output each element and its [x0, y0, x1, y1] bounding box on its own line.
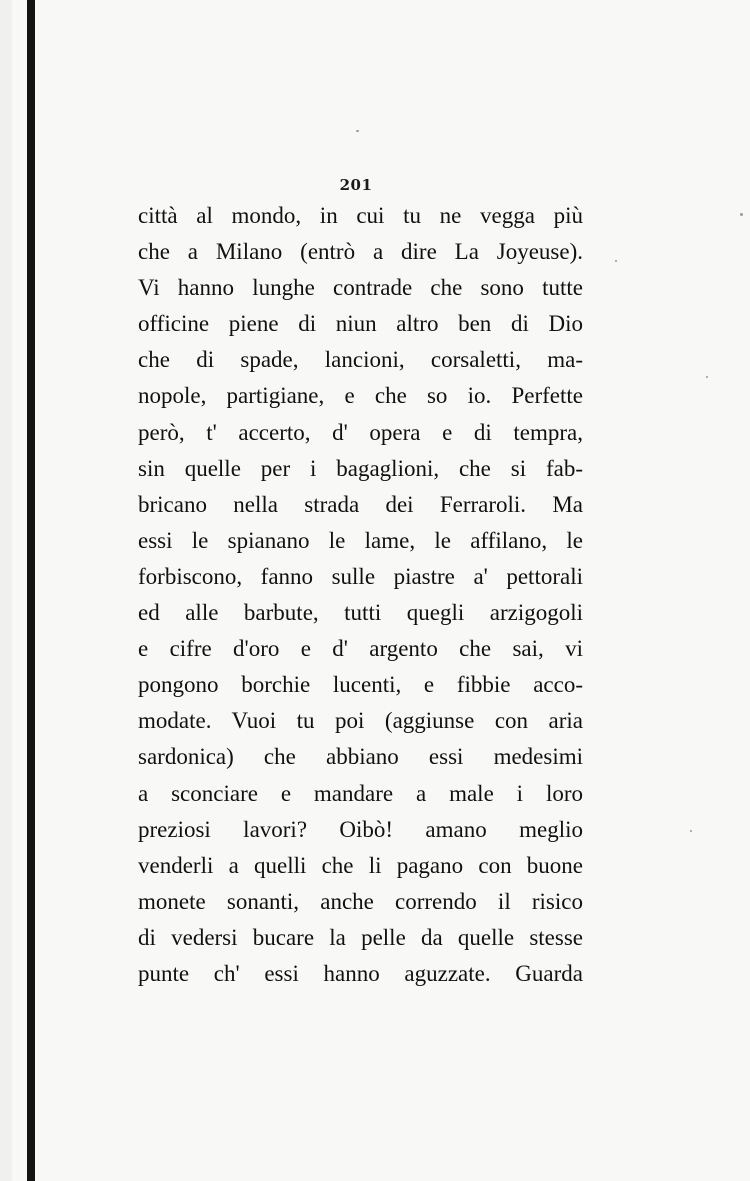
- text-line: di vedersi bucare la pelle da quelle stesse: [138, 924, 583, 950]
- text-line: sardonica) che abbiano essi medesimi: [138, 744, 583, 770]
- text-line: punte ch' essi hanno aguzzate. Guarda: [138, 960, 583, 986]
- text-line: ed alle barbute, tutti quegli arzigogoli: [138, 600, 583, 626]
- text-line: nopole, partigiane, e che so io. Perfette: [138, 383, 583, 409]
- text-line: Vi hanno lunghe contrade che sono tutte: [138, 275, 583, 301]
- body-text: [138, 198, 583, 992]
- text-line: venderli a quelli che li pagano con buone: [138, 852, 583, 878]
- text-line: monete sonanti, anche correndo il risico: [138, 888, 583, 914]
- text-line: sin quelle per i bagaglioni, che si fab-: [138, 455, 583, 481]
- text-line: che di spade, lancioni, corsaletti, ma-: [138, 347, 583, 373]
- text-line: forbiscono, fanno sulle piastre a' pettorali: [138, 563, 583, 589]
- page-number: 201: [339, 176, 373, 194]
- text-line: pongono borchie lucenti, e fibbie acco-: [138, 672, 583, 698]
- text-line: che a Milano (entrò a dire La Joyeuse).: [138, 239, 583, 265]
- text-line: però, t' accerto, d' opera e di tempra,: [138, 419, 583, 445]
- paper-speck: [706, 376, 708, 378]
- text-line: preziosi lavori? Oibò! amano meglio: [138, 816, 583, 842]
- paper-speck: [740, 213, 743, 216]
- text-line: città al mondo, in cui tu ne vegga più: [138, 203, 583, 228]
- paper-speck: [690, 830, 692, 832]
- text-line: e cifre d'oro e d' argento che sai, vi: [138, 636, 583, 662]
- paper-speck: [615, 260, 617, 262]
- text-line: bricano nella strada dei Ferraroli. Ma: [138, 491, 583, 517]
- paper-speck: [356, 130, 359, 132]
- text-line: a sconciare e mandare a male i loro: [138, 780, 583, 806]
- text-line: officine piene di niun altro ben di Dio: [138, 311, 583, 337]
- text-line: essi le spianano le lame, le affilano, le: [138, 527, 583, 553]
- text-line: modate. Vuoi tu poi (aggiunse con aria: [138, 708, 583, 734]
